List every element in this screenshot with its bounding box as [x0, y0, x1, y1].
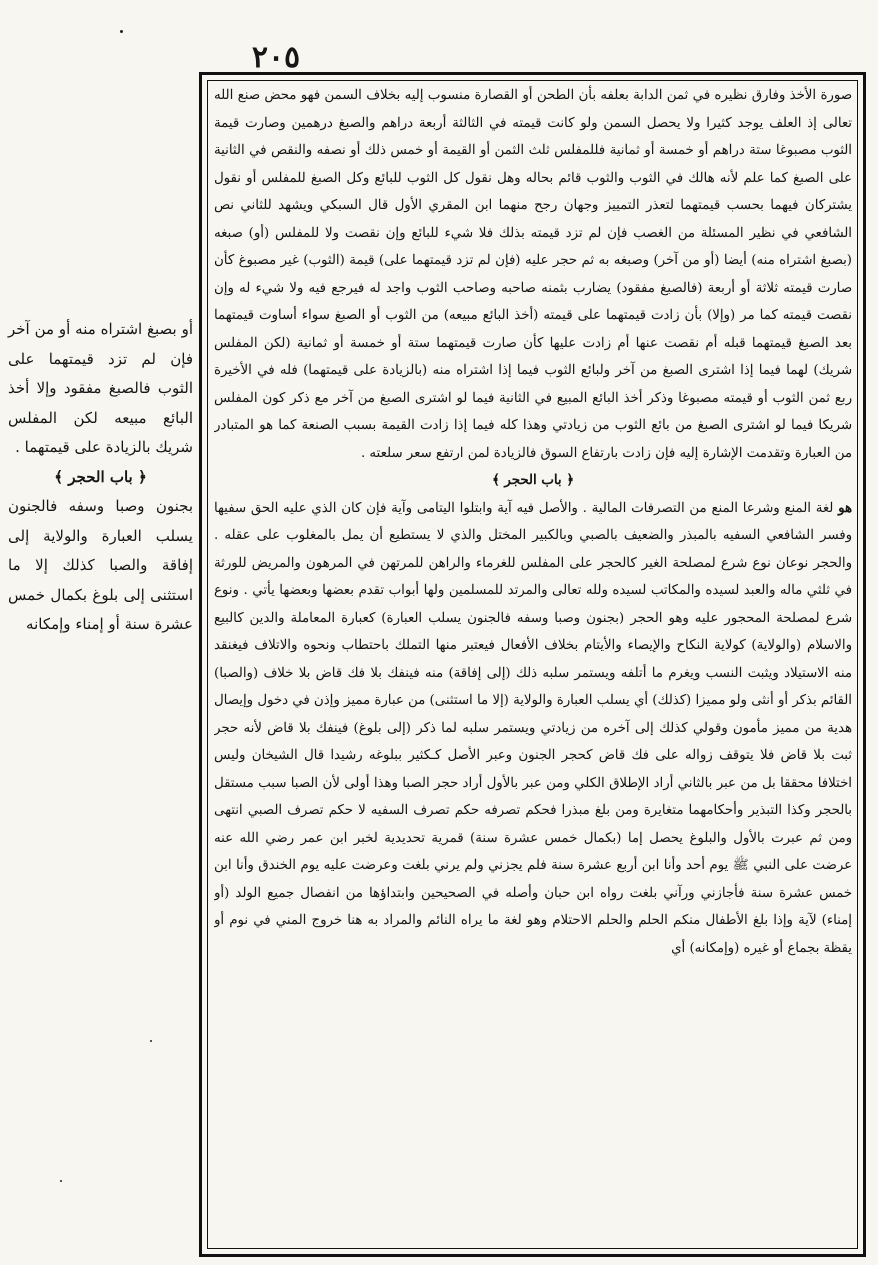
margin-paragraph-2: بجنون وصبا وسفه فالجنون يسلب العبارة والولاية إلى إفاقة والصبا كذلك إلا ما استثنى إلى بلوغ بكمال خمس عشرة سنة أو إمناء وإمكانه	[8, 497, 193, 633]
main-paragraph: صورة الأخذ وفارق نظيره في ثمن الدابة بعلفه بأن الطحن أو القصارة منسوب إليه بخلاف السمن فهو محض صنع الله تعالى إذ العلف يوجد كثيرا ولا يحصل السمن ولو كانت قيمته في الثالثة أربعة دراهم والصبغ درهمين وصارت قيمة الثوب مصبوغا ستة دراهم أو خمسة أو ثمانية فللمفلس ثلث الثمن أو القيمة أو خمس ذلك أو نصفه والنقص في الثانية على الصبغ كما علم لأنه هالك في الثوب والثوب قائم بحاله وهل نقول كل الثوب للبائع وكل الصبغ للمفلس أو نقول يشتركان فيهما بحسب قيمتهما لتعذر التمييز وجهان رجح منهما ابن المقري الأول قال السبكي ويشهد للثاني نص الشافعي في نظير المسئلة من الغصب فإن لم تزد قيمته بذلك فلا شيء للبائع وإن نقصت ولا للمفلس (أو) صبغه (بصبغ اشتراه منه) أيضا (أو من آخر) وصبغه به ثم حجر عليه (فإن لم تزد قيمتهما على) قيمة (الثوب) غير مصبوغ كأن صارت قيمته ثلاثة أو أربعة (فالصبغ مفقود) يضارب بثمنه صاحبه وصاحب الثوب واجد له فيرجع فيه ولا شيء له وإن نقصت قيمته كما مر (وإلا) بأن زادت قيمتهما على قيمته (أخذ البائع مبيعه) من الثوب أو الصبغ سواء أساوت قيمتهما بعد الصبغ قيمتهما قبله أم نقصت عنها أم زادت عليها كأن صارت قيمتهما ستة أو خمسة أو ثمانية (لكن المفلس شريك) لهما فيما إذا اشترى الصبغ من آخر ولبائع الثوب فيما إذا اشتراه منه (بالزيادة على قيمتهما) فله في الأخيرة ربع ثمن الثوب أو قيمته مصبوغا وذكر أخذ البائع المبيع في الثانية فيما لو اشترى الصبغ من آخر مع ذكر كون المفلس شريكا فيما لو اشترى الصبغ من بائع الثوب من زيادتي وهذا كله فيما إذا زادت القيمة بسبب الصنعة كما هو المتبادر من العبارة وتقدمت الإشارة إليه فإن زادت بارتفاع السوق فالزيادة لمن ارتفع سعر سلعته .	[214, 88, 852, 461]
page-number: ٢٠٥	[251, 40, 301, 75]
ink-speck	[120, 30, 123, 33]
margin-text-block	[8, 315, 193, 640]
margin-paragraph: أو بصبغ اشتراه منه أو من آخر فإن لم تزد قيمتهما على الثوب فالصبغ مفقود وإلا أخذ البائع مبيعه لكن المفلس شريك بالزيادة على قيمتهما .	[8, 320, 193, 456]
main-paragraph-2	[214, 495, 852, 963]
lead-word: هو	[838, 500, 852, 516]
margin-heading: ﴿ باب الحجر ﴾	[54, 467, 147, 486]
ink-speck	[150, 1040, 152, 1042]
main-text-block	[214, 82, 852, 1244]
main-paragraph-2-body: لغة المنع وشرعا المنع من التصرفات المالية . والأصل فيه آية وابتلوا اليتامى وآية فإن كان الذي عليه الحق سفيها وفسر الشافعي السفيه بالمبذر والضعيف بالصبي وبالكبير المختل والذي لا يستطيع أن يمل بالمغلوب على عقله . والحجر نوعان نوع شرع لمصلحة الغير كالحجر على المفلس للغرماء والراهن للمرتهن في المرهون والمريض للورثة في ثلثي ماله والعبد لسيده والمكاتب لسيده ولله تعالى والمرتد للمسلمين ولها أبواب تقدم بعضها وبعضها يأتي . ونوع شرع لمصلحة المحجور عليه وهو الحجر (بجنون وصبا وسفه فالجنون يسلب العبارة) كعبارة المعاملة والدين كالبيع والاسلام (والولاية) كولاية النكاح والإيصاء والأيتام بخلاف الأفعال فيعتبر منها التملك باحتطاب ونحوه والاتلاف فيغنقد منه الاستيلاد ويثبت النسب ويغرم ما أتلفه ويستمر سلبه ذلك (إلى إفاقة) منه فينفك بلا فك قاض بلا خلاف (والصبا) القائم بذكر أو أنثى ولو مميزا (كذلك) أي يسلب العبارة والولاية (إلا ما استثنى) من عبارة مميز وإذن في دخول وإيصال هدية من مميز مأمون وقولي كذلك إلى آخره من زيادتي ويستمر سلبه لما ذكر (إلى بلوغ) فينفك بلا قاض لأنه حجر ثبت بلا قاض فلا يتوقف زواله على فك قاض كحجر الجنون وعبر الأصل كـكثير ببلوغه رشيدا قال الشيخان وليس اختلافا محققا بل من عبر بالثاني أراد الإطلاق الكلي ومن عبر بالأول أراد حجر الصبا وهذا أولى لأن الصبا سبب مستقل بالحجر وكذا التبذير وأحكامهما متغايرة ومن بلغ مبذرا فحكم تصرفه حكم تصرف السفيه لا حكم تصرف الصبي انتهى ومن ثم عبرت بالأول والبلوغ يحصل إما (بكمال خمس عشرة سنة) قمرية تحديدية لخبر ابن عمر رضي الله عنه عرضت على النبي ﷺ يوم أحد وأنا ابن أربع عشرة سنة فلم يجزني ولم يرني بلغت وعرضت عليه يوم الخندق وأنا ابن خمس عشرة سنة فأجازني ورآني بلغت رواه ابن حبان وأصله في الصحيحين وابتداؤها من انفصال جميع الولد (أو إمناء) لآية وإذا بلغ الأطفال منكم الحلم والحلم الاحتلام وهو لغة ما يراه النائم والمراد به هنا خروج المني في نوم أو يقظة بجماع أو غيره (وإمكانه) أي	[214, 500, 852, 956]
section-heading: ﴿ باب الحجر ﴾	[492, 473, 574, 488]
ink-speck	[60, 1180, 62, 1182]
